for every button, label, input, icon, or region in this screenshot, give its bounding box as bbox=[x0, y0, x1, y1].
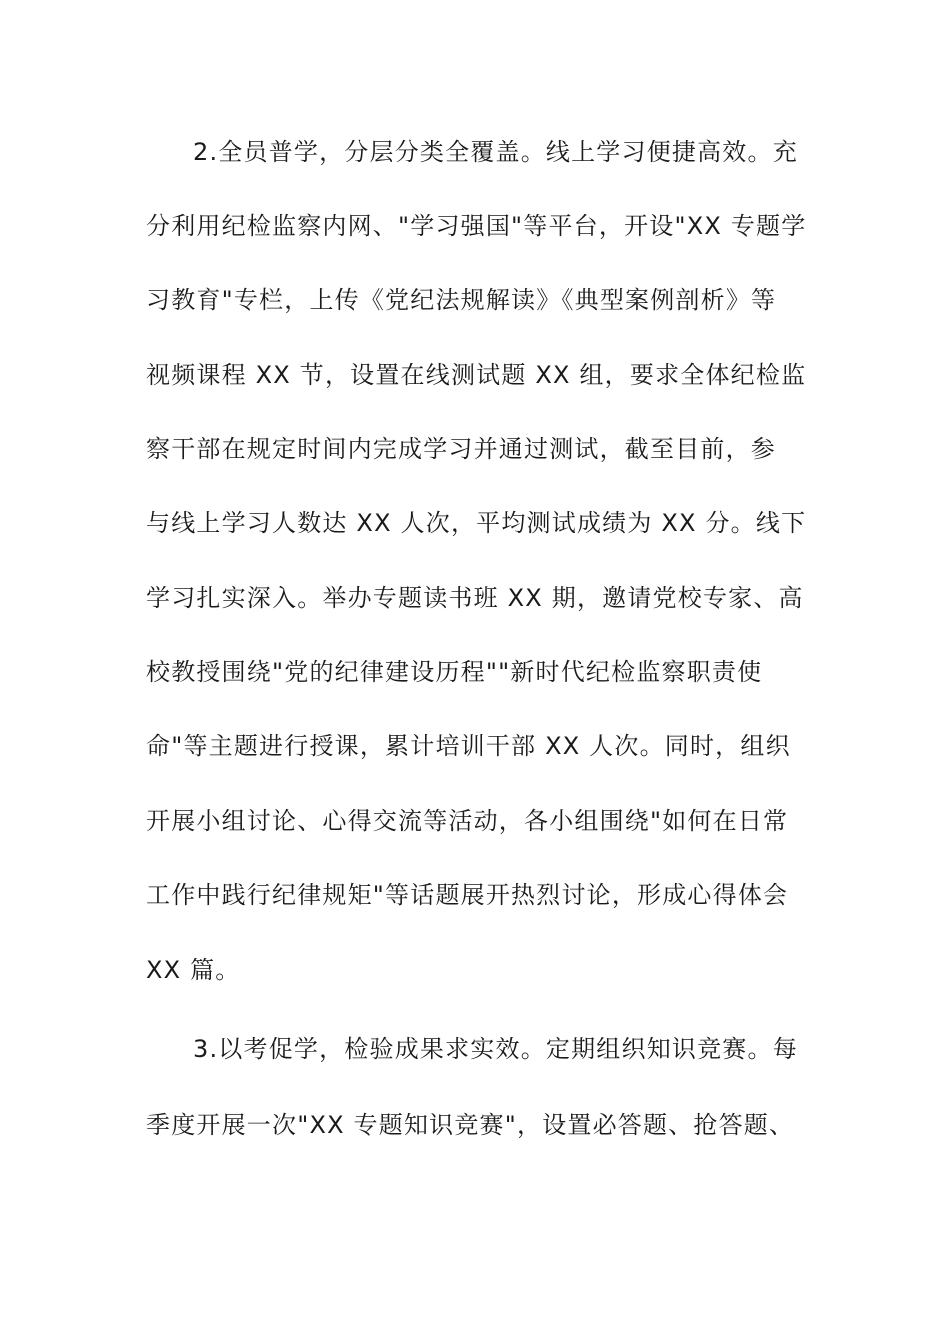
paragraph-3-line-2: 季度开展一次"XX 专题知识竞赛"，设置必答题、抢答题、 bbox=[146, 1111, 795, 1139]
paragraph-2-line-9: 命"等主题进行授课，累计培训干部 XX 人次。同时，组织 bbox=[146, 732, 791, 760]
paragraph-2-line-10: 开展小组讨论、心得交流等活动，各小组围绕"如何在日常 bbox=[146, 807, 789, 835]
paragraph-2-line-6: 与线上学习人数达 XX 人次，平均测试成绩为 XX 分。线下 bbox=[146, 509, 807, 537]
paragraph-2-line-7: 学习扎实深入。举办专题读书班 XX 期，邀请党校专家、高 bbox=[146, 584, 804, 612]
paragraph-2-line-3: 习教育"专栏，上传《党纪法规解读》《典型案例剖析》等 bbox=[146, 286, 777, 314]
paragraph-2-line-12: XX 篇。 bbox=[146, 956, 241, 984]
paragraph-3-line-1: 3.以考促学，检验成果求实效。定期组织知识竞赛。每 bbox=[193, 1035, 798, 1063]
paragraph-2-line-2: 分利用纪检监察内网、"学习强国"等平台，开设"XX 专题学 bbox=[146, 212, 807, 240]
paragraph-2-line-5: 察干部在规定时间内完成学习并通过测试，截至目前，参 bbox=[146, 435, 776, 463]
paragraph-2-line-1: 2.全员普学，分层分类全覆盖。线上学习便捷高效。充 bbox=[193, 138, 798, 166]
paragraph-2-line-4: 视频课程 XX 节，设置在线测试题 XX 组，要求全体纪检监 bbox=[146, 361, 807, 389]
paragraph-2-line-8: 校教授围绕"党的纪律建设历程""新时代纪检监察职责使 bbox=[146, 658, 763, 686]
paragraph-2-line-11: 工作中践行纪律规矩"等话题展开热烈讨论，形成心得体会 bbox=[146, 881, 789, 909]
